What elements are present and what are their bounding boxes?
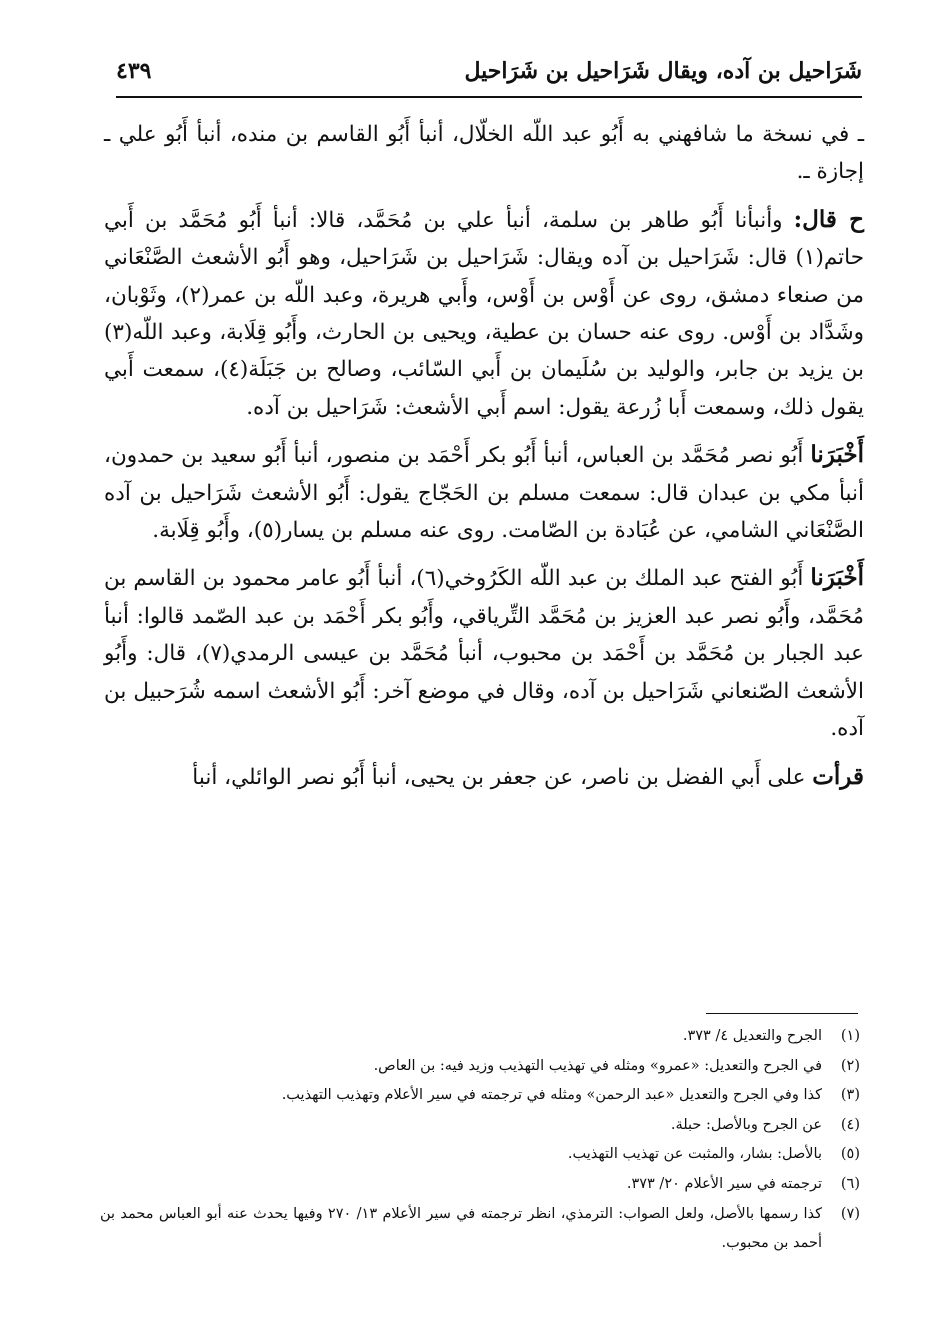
footnote-3 bbox=[100, 1081, 860, 1111]
paragraph-3 bbox=[104, 436, 864, 549]
paragraph-lead: قرأت bbox=[812, 762, 864, 790]
paragraph-4 bbox=[104, 559, 864, 747]
footnote-text: عن الجرح وبالأصل: حبلة. bbox=[670, 1116, 822, 1133]
footnote-number: (٦) bbox=[840, 1175, 860, 1192]
footnote-4 bbox=[100, 1111, 860, 1141]
paragraph-lead: ح قال: bbox=[793, 205, 864, 233]
footnote-number: (٥) bbox=[840, 1146, 860, 1163]
paragraph-1 bbox=[104, 116, 864, 191]
footnote-text: ترجمته في سير الأعلام ٢٠/ ٣٧٣. bbox=[626, 1175, 822, 1192]
footnote-text: في الجرح والتعديل: «عمرو» ومثله في تهذيب التهذيب وزيد فيه: بن العاص. bbox=[373, 1057, 822, 1074]
footnotes bbox=[100, 1022, 860, 1259]
paragraph-text: على أَبي الفضل بن ناصر، عن جعفر بن يحيى، أنبأ أَبُو نصر الوائلي، أنبأ bbox=[192, 764, 813, 790]
footnote-number: (٧) bbox=[840, 1205, 860, 1222]
paragraph-text: أَبُو نصر مُحَمَّد بن العباس، أنبأ أَبُو بكر أَحْمَد بن منصور، أنبأ أَبُو سعيد بن حمدون، أنبأ مكي بن عبدان قال: سمعت مسلم بن الحَجّاج يقول: أَبُو الأشعث شَرَاحيل بن آده الصَّنْعَاني الشامي، عن عُبَادة بن الصّامت. روى عنه مسلم بن يسار(٥)، وأَبُو قِلَابة. bbox=[104, 443, 864, 544]
footnote-6 bbox=[100, 1170, 860, 1200]
footnote-text: كذا رسمها بالأصل، ولعل الصواب: الترمذي، انظر ترجمته في سير الأعلام ١٣/ ٢٧٠ وفيها يحدث عنه أبو العباس محمد بن أحمد بن محبوب. bbox=[100, 1205, 823, 1252]
page-header bbox=[116, 52, 862, 98]
paragraph-text: ـ في نسخة ما شافهني به أَبُو عبد اللّه الخلّال، أنبأ أَبُو القاسم بن منده، أنبأ أَبُو علي ـ إجازة ـ. bbox=[104, 122, 864, 185]
paragraph-text: أَبُو الفتح عبد الملك بن عبد اللّه الكَرُوخي(٦)، أنبأ أَبُو عامر محمود بن القاسم بن مُحَمَّد، وأَبُو نصر عبد العزيز بن مُحَمَّد التِّرياقي، وأَبُو بكر أَحْمَد بن عبد الصّمد قالوا: أنبأ عبد الجبار بن مُحَمَّد بن أَحْمَد بن محبوب، أنبأ مُحَمَّد بن عيسى الرمدي(٧)، قال: وأَبُو الأشعث الصّنعاني شَرَاحيل بن آده، وقال في موضع آخر: أَبُو الأشعث اسمه شُرَحبيل بن آده. bbox=[104, 566, 864, 742]
footnote-2 bbox=[100, 1052, 860, 1082]
paragraph-lead: أَخْبَرَنا bbox=[810, 441, 864, 469]
paragraph-5 bbox=[104, 758, 864, 796]
footnote-text: الجرح والتعديل ٤/ ٣٧٣. bbox=[682, 1028, 822, 1044]
running-title: شَرَاحيل بن آده، ويقال شَرَاحيل بن شَرَاحيل bbox=[464, 58, 862, 84]
footnote-number: (٣) bbox=[840, 1087, 860, 1104]
footnote-text: بالأصل: بشار، والمثبت عن تهذيب التهذيب. bbox=[567, 1146, 822, 1163]
paragraph-lead: أَخْبَرَنا bbox=[810, 564, 864, 592]
footnote-7 bbox=[100, 1200, 860, 1259]
page-number: ٤٣٩ bbox=[116, 58, 152, 84]
footnote-number: (٢) bbox=[840, 1057, 860, 1074]
main-text bbox=[104, 116, 864, 796]
footnote-number: (٤) bbox=[840, 1116, 860, 1133]
footnote-separator bbox=[706, 1013, 858, 1014]
footnote-5 bbox=[100, 1140, 860, 1170]
footnote-text: كذا وفي الجرح والتعديل «عبد الرحمن» ومثله في ترجمته في سير الأعلام وتهذيب التهذيب. bbox=[281, 1087, 822, 1104]
paragraph-text: وأنبأنا أَبُو طاهر بن سلمة، أنبأ علي بن مُحَمَّد، قالا: أنبأ أَبُو مُحَمَّد بن أَبي حاتم(١) قال: شَرَاحيل بن آده ويقال: شَرَاحيل بن شَرَاحيل، وهو أَبُو الأشعث الصَّنْعَاني من صنعاء دمشق، روى عن أَوْس بن أَوْس، وأَبي هريرة، وعبد اللّه بن عمر(٢)، وثَوْبان، وشَدَّاد بن أَوْس. روى عنه حسان بن عطية، ويحيى بن الحارث، وأَبُو قِلَابة، وعبد اللّه(٣) بن يزيد بن جابر، والوليد بن سُلَيمان بن أَبي السّائب، وصالح بن جَبَلَة(٤)، سمعت أَبي يقول ذلك، وسمعت أَبا زُرعة يقول: اسم أَبي الأشعث: شَرَاحيل بن آده. bbox=[104, 207, 864, 420]
footnote-1 bbox=[100, 1022, 860, 1052]
paragraph-2 bbox=[104, 201, 864, 426]
footnote-number: (١) bbox=[840, 1028, 860, 1044]
